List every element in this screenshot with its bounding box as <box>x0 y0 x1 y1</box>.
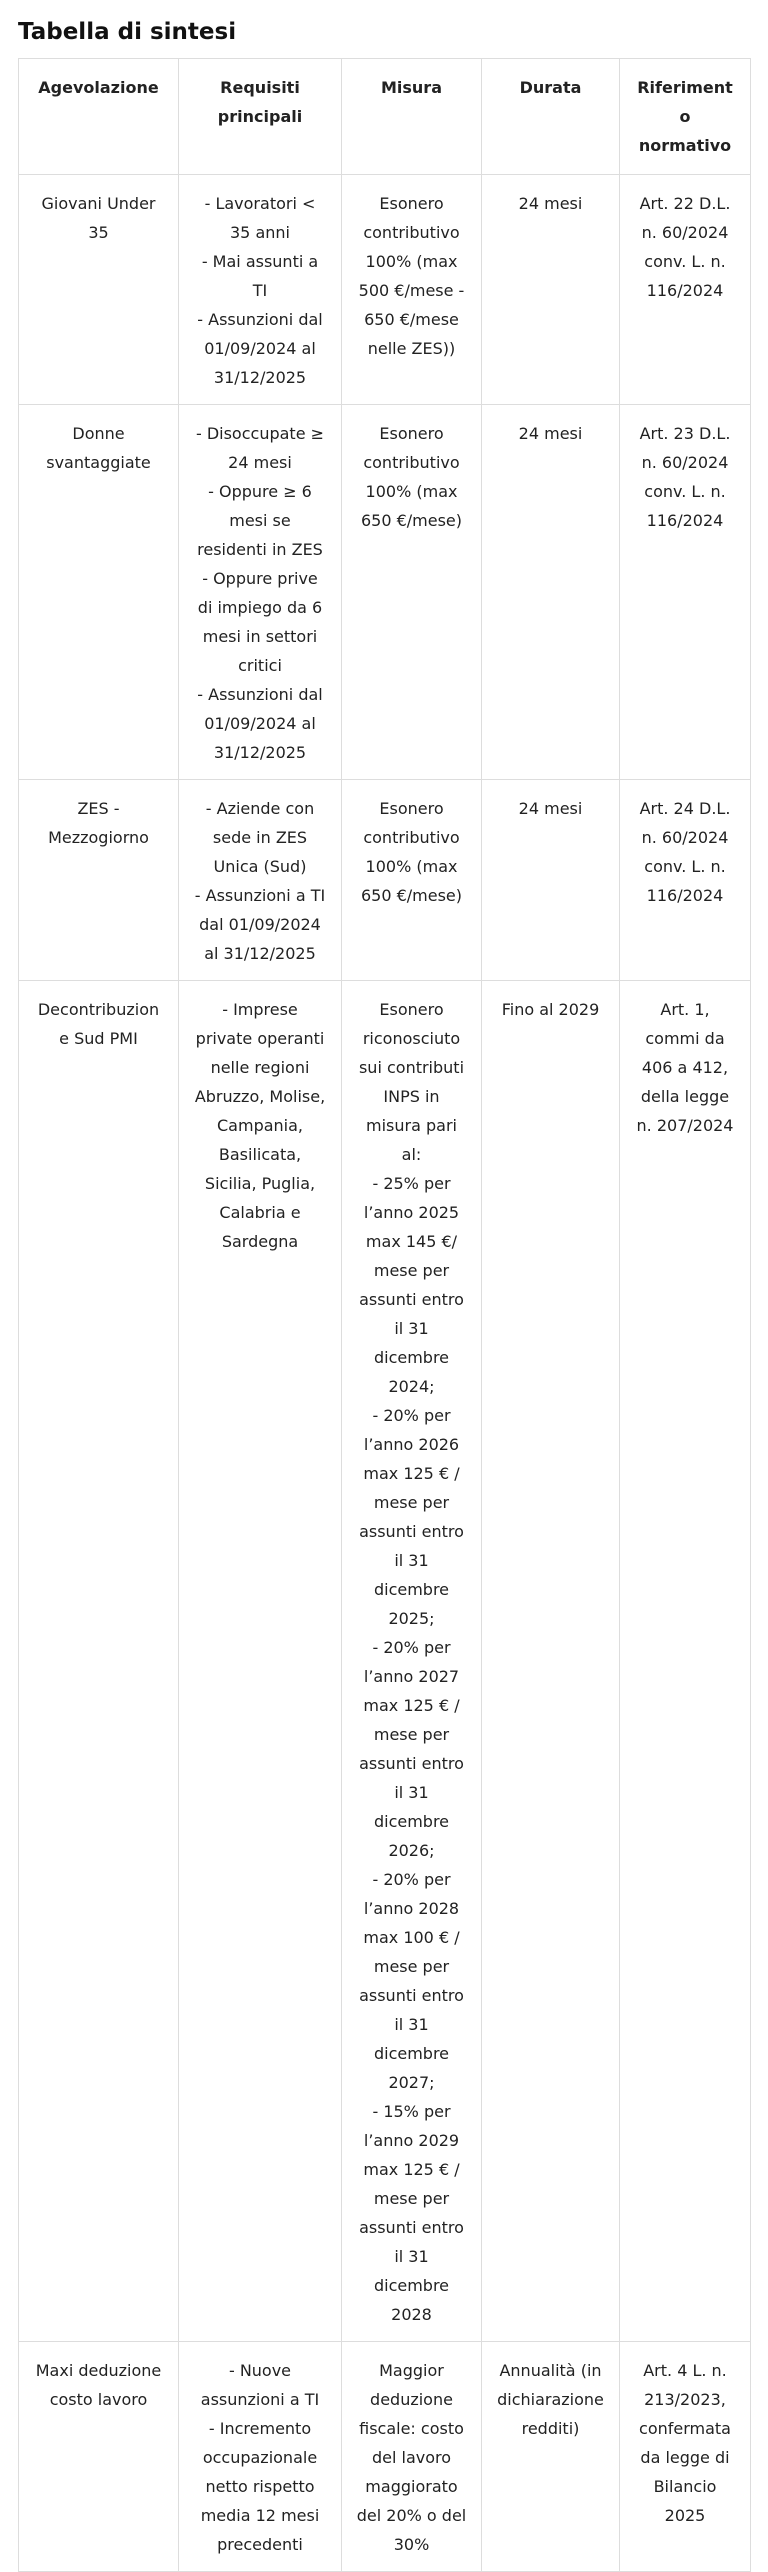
cell-riferimento: Art. 1, commi da 406 a 412, della legge n. 207/2024 <box>620 981 751 2342</box>
requisito-line: - Assunzioni a TI dal 01/09/2024 al 31/12/2025 <box>194 886 326 963</box>
cell-durata: 24 mesi <box>482 780 620 981</box>
misura-line: - 15% per l’anno 2029 max 125 € / mese per assunti entro il 31 dicembre 2028 <box>359 2102 464 2324</box>
misura-line: Esonero contributivo 100% (max 650 €/mese) <box>360 799 463 905</box>
misura-line: - 25% per l’anno 2025 max 145 €/ mese per assunti entro il 31 dicembre 2024; <box>359 1174 464 1396</box>
requisito-line: - Aziende con sede in ZES Unica (Sud) <box>205 799 315 876</box>
cell-misura <box>342 175 482 405</box>
misura-line: - 20% per l’anno 2026 max 125 € / mese per assunti entro il 31 dicembre 2025; <box>359 1406 464 1628</box>
requisito-line: - Nuove assunzioni a TI <box>200 2361 320 2409</box>
cell-riferimento: Art. 4 L. n. 213/2023, confermata da legge di Bilancio 2025 <box>620 2342 751 2572</box>
cell-agevolazione: ZES - Mezzogiorno <box>19 780 179 981</box>
misura-line: - 20% per l’anno 2028 max 100 € / mese per assunti entro il 31 dicembre 2027; <box>359 1870 464 2092</box>
misura-line: Esonero contributivo 100% (max 650 €/mese) <box>360 424 463 530</box>
header-requisiti: Requisiti principali <box>179 59 342 175</box>
table-row <box>19 2342 751 2572</box>
requisito-line: - Disoccupate ≥ 24 mesi <box>195 424 325 472</box>
table-row <box>19 780 751 981</box>
cell-durata: Annualità (in dichiarazione redditi) <box>482 2342 620 2572</box>
requisito-line: - Assunzioni dal 01/09/2024 al 31/12/2025 <box>197 310 323 387</box>
misura-line: - 20% per l’anno 2027 max 125 € / mese per assunti entro il 31 dicembre 2026; <box>359 1638 464 1860</box>
cell-agevolazione: Decontribuzione Sud PMI <box>19 981 179 2342</box>
cell-riferimento: Art. 22 D.L. n. 60/2024 conv. L. n. 116/2024 <box>620 175 751 405</box>
cell-durata: 24 mesi <box>482 405 620 780</box>
requisito-line: - Oppure prive di impiego da 6 mesi in settori critici <box>197 569 323 675</box>
requisito-line: - Oppure ≥ 6 mesi se residenti in ZES <box>197 482 323 559</box>
header-riferimento: Riferimento normativo <box>620 59 751 175</box>
cell-agevolazione: Giovani Under 35 <box>19 175 179 405</box>
cell-requisiti <box>179 780 342 981</box>
page-title: Tabella di sintesi <box>18 19 237 45</box>
requisito-line: - Lavoratori < 35 anni <box>204 194 316 242</box>
cell-riferimento: Art. 24 D.L. n. 60/2024 conv. L. n. 116/2024 <box>620 780 751 981</box>
table-row <box>19 981 751 2342</box>
cell-misura <box>342 780 482 981</box>
requisito-line: - Incremento occupazionale netto rispetto media 12 mesi precedenti <box>200 2419 320 2554</box>
header-agevolazione: Agevolazione <box>19 59 179 175</box>
requisito-line: - Assunzioni dal 01/09/2024 al 31/12/2025 <box>197 685 323 762</box>
cell-durata: Fino al 2029 <box>482 981 620 2342</box>
cell-requisiti <box>179 405 342 780</box>
cell-durata: 24 mesi <box>482 175 620 405</box>
table-row <box>19 405 751 780</box>
table-row <box>19 175 751 405</box>
cell-misura <box>342 2342 482 2572</box>
cell-riferimento: Art. 23 D.L. n. 60/2024 conv. L. n. 116/2024 <box>620 405 751 780</box>
header-misura: Misura <box>342 59 482 175</box>
cell-misura <box>342 981 482 2342</box>
misura-line: Maggior deduzione fiscale: costo del lavoro maggiorato del 20% o del 30% <box>356 2361 467 2554</box>
cell-misura <box>342 405 482 780</box>
cell-requisiti <box>179 981 342 2342</box>
table-header-row <box>19 59 751 175</box>
cell-requisiti <box>179 175 342 405</box>
summary-table <box>18 58 751 2572</box>
requisito-line: - Mai assunti a TI <box>201 252 319 300</box>
misura-line: Esonero riconosciuto sui contributi INPS in misura pari al: <box>358 1000 465 1164</box>
misura-line: Esonero contributivo 100% (max 500 €/mese - 650 €/mese nelle ZES)) <box>358 194 465 358</box>
cell-agevolazione: Maxi deduzione costo lavoro <box>19 2342 179 2572</box>
requisito-line: - Imprese private operanti nelle regioni Abruzzo, Molise, Campania, Basilicata, Sicilia, Puglia, Calabria e Sardegna <box>194 1000 326 1251</box>
cell-agevolazione: Donne svantaggiate <box>19 405 179 780</box>
cell-requisiti <box>179 2342 342 2572</box>
header-durata: Durata <box>482 59 620 175</box>
